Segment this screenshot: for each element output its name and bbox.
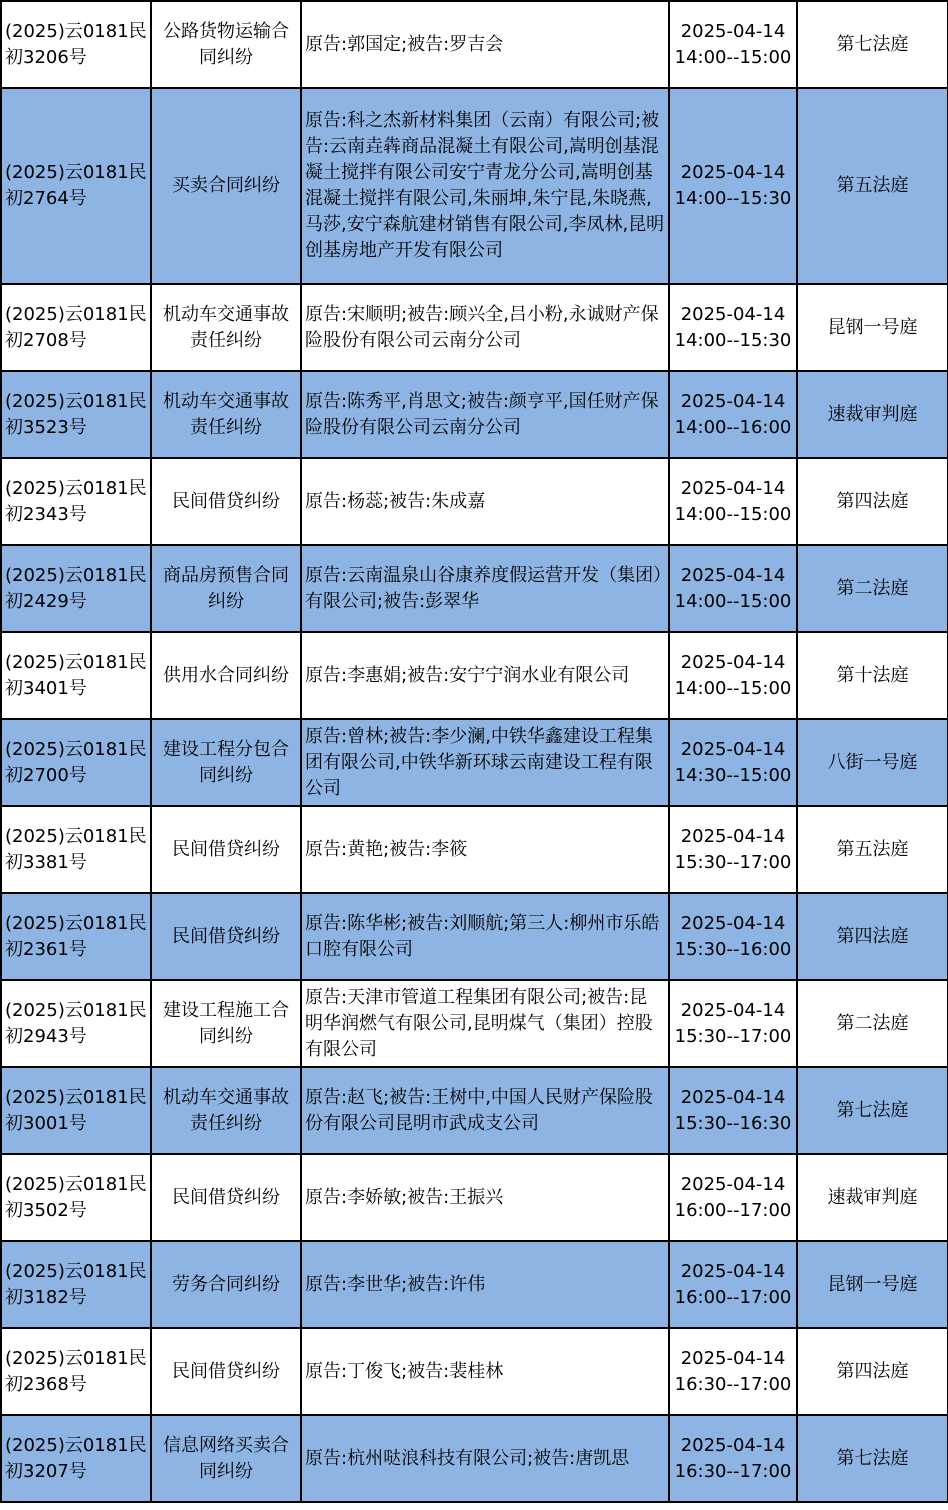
datetime-cell — [669, 458, 797, 545]
hearing-date: 2025-04-14 — [680, 738, 786, 760]
table-row — [1, 980, 948, 1067]
courtroom-cell: 速裁审判庭 — [797, 1154, 948, 1241]
hearing-time: 15:30--17:00 — [674, 1025, 792, 1047]
cause-cell: 劳务合同纠纷 — [151, 1241, 301, 1328]
datetime-cell — [669, 1328, 797, 1415]
datetime-cell — [669, 1154, 797, 1241]
datetime-cell — [669, 1, 797, 88]
parties-cell: 原告:杨蕊;被告:朱成嘉 — [301, 458, 669, 545]
parties-cell: 原告:郭国定;被告:罗吉会 — [301, 1, 669, 88]
case-number-cell: (2025)云0181民初2700号 — [1, 719, 151, 806]
case-number-cell: (2025)云0181民初2361号 — [1, 893, 151, 980]
case-number-cell: (2025)云0181民初2343号 — [1, 458, 151, 545]
hearing-date: 2025-04-14 — [680, 1434, 786, 1456]
cause-cell: 建设工程施工合同纠纷 — [151, 980, 301, 1067]
case-number-cell: (2025)云0181民初3001号 — [1, 1067, 151, 1154]
table-row — [1, 893, 948, 980]
case-number-cell: (2025)云0181民初2429号 — [1, 545, 151, 632]
table-row — [1, 1328, 948, 1415]
case-number-cell: (2025)云0181民初3502号 — [1, 1154, 151, 1241]
table-row — [1, 371, 948, 458]
hearing-date: 2025-04-14 — [680, 1086, 786, 1108]
datetime-cell — [669, 1241, 797, 1328]
case-number-cell: (2025)云0181民初3401号 — [1, 632, 151, 719]
hearing-date: 2025-04-14 — [680, 20, 786, 42]
datetime-cell — [669, 632, 797, 719]
hearing-time: 16:00--17:00 — [674, 1199, 792, 1221]
cause-cell: 信息网络买卖合同纠纷 — [151, 1415, 301, 1502]
case-number-cell: (2025)云0181民初2368号 — [1, 1328, 151, 1415]
table-row — [1, 88, 948, 284]
datetime-cell — [669, 719, 797, 806]
parties-cell: 原告:宋顺明;被告:顾兴全,吕小粉,永诚财产保险股份有限公司云南分公司 — [301, 284, 669, 371]
courtroom-cell: 第二法庭 — [797, 980, 948, 1067]
case-number-cell: (2025)云0181民初2943号 — [1, 980, 151, 1067]
hearing-time: 14:00--16:00 — [674, 416, 792, 438]
datetime-cell — [669, 893, 797, 980]
hearing-date: 2025-04-14 — [680, 1173, 786, 1195]
table-row — [1, 458, 948, 545]
case-number-cell: (2025)云0181民初3182号 — [1, 1241, 151, 1328]
courtroom-cell: 第四法庭 — [797, 1328, 948, 1415]
table-row — [1, 806, 948, 893]
cause-cell: 供用水合同纠纷 — [151, 632, 301, 719]
parties-cell: 原告:天津市管道工程集团有限公司;被告:昆明华润燃气有限公司,昆明煤气（集团）控股有限公司 — [301, 980, 669, 1067]
case-number-cell: (2025)云0181民初3523号 — [1, 371, 151, 458]
table-row — [1, 1241, 948, 1328]
hearing-date: 2025-04-14 — [680, 1347, 786, 1369]
parties-cell: 原告:云南温泉山谷康养度假运营开发（集团）有限公司;被告:彭翠华 — [301, 545, 669, 632]
hearing-time: 15:30--16:00 — [674, 938, 792, 960]
hearing-date: 2025-04-14 — [680, 390, 786, 412]
parties-cell: 原告:陈华彬;被告:刘顺航;第三人:柳州市乐皓口腔有限公司 — [301, 893, 669, 980]
datetime-cell — [669, 545, 797, 632]
datetime-cell — [669, 371, 797, 458]
hearing-time: 14:00--15:00 — [674, 46, 792, 68]
datetime-cell — [669, 88, 797, 284]
hearing-date: 2025-04-14 — [680, 303, 786, 325]
parties-cell: 原告:丁俊飞;被告:裴桂林 — [301, 1328, 669, 1415]
cause-cell: 建设工程分包合同纠纷 — [151, 719, 301, 806]
table-row — [1, 545, 948, 632]
hearing-time: 14:00--15:30 — [674, 329, 792, 351]
courtroom-cell: 八街一号庭 — [797, 719, 948, 806]
datetime-cell — [669, 980, 797, 1067]
parties-cell: 原告:赵飞;被告:王树中,中国人民财产保险股份有限公司昆明市武成支公司 — [301, 1067, 669, 1154]
courtroom-cell: 第七法庭 — [797, 1, 948, 88]
parties-cell: 原告:李惠娟;被告:安宁宁润水业有限公司 — [301, 632, 669, 719]
table-row — [1, 284, 948, 371]
table-row — [1, 719, 948, 806]
hearing-date: 2025-04-14 — [680, 825, 786, 847]
courtroom-cell: 第四法庭 — [797, 893, 948, 980]
table-row — [1, 1415, 948, 1502]
hearing-date: 2025-04-14 — [680, 564, 786, 586]
datetime-cell — [669, 806, 797, 893]
hearing-time: 14:00--15:30 — [674, 188, 792, 209]
datetime-cell — [669, 1067, 797, 1154]
case-number-cell: (2025)云0181民初3207号 — [1, 1415, 151, 1502]
cause-cell: 民间借贷纠纷 — [151, 458, 301, 545]
courtroom-cell: 第四法庭 — [797, 458, 948, 545]
hearing-time: 15:30--17:00 — [674, 851, 792, 873]
table-row — [1, 1, 948, 88]
hearing-time: 16:00--17:00 — [674, 1286, 792, 1308]
courtroom-cell: 第十法庭 — [797, 632, 948, 719]
cause-cell: 民间借贷纠纷 — [151, 1328, 301, 1415]
cause-cell: 机动车交通事故责任纠纷 — [151, 371, 301, 458]
hearing-time: 14:00--15:00 — [674, 590, 792, 612]
parties-cell: 原告:科之杰新材料集团（云南）有限公司;被告:云南垚犇商品混凝土有限公司,嵩明创基混凝土搅拌有限公司安宁青龙分公司,嵩明创基混凝土搅拌有限公司,朱丽坤,朱宁昆,朱晓燕,马莎,安宁森航建材销售有限公司,李凤林,昆明创基房地产开发有限公司 — [301, 88, 669, 284]
cause-cell: 民间借贷纠纷 — [151, 893, 301, 980]
courtroom-cell: 昆钢一号庭 — [797, 284, 948, 371]
courtroom-cell: 第五法庭 — [797, 806, 948, 893]
courtroom-cell: 第五法庭 — [797, 88, 948, 284]
table-row — [1, 1154, 948, 1241]
parties-cell: 原告:李世华;被告:许伟 — [301, 1241, 669, 1328]
hearing-time: 14:00--15:00 — [674, 503, 792, 525]
hearing-date: 2025-04-14 — [680, 999, 786, 1021]
case-number-cell: (2025)云0181民初2708号 — [1, 284, 151, 371]
cause-cell: 民间借贷纠纷 — [151, 1154, 301, 1241]
cause-cell: 民间借贷纠纷 — [151, 806, 301, 893]
hearing-date: 2025-04-14 — [680, 912, 786, 934]
parties-cell: 原告:陈秀平,肖思文;被告:颜亨平,国任财产保险股份有限公司云南分公司 — [301, 371, 669, 458]
cause-cell: 公路货物运输合同纠纷 — [151, 1, 301, 88]
hearing-time: 14:30--15:00 — [674, 764, 792, 786]
table-row — [1, 1067, 948, 1154]
hearing-time: 16:30--17:00 — [674, 1460, 792, 1482]
parties-cell: 原告:李娇敏;被告:王振兴 — [301, 1154, 669, 1241]
case-number-cell: (2025)云0181民初3206号 — [1, 1, 151, 88]
case-number-cell: (2025)云0181民初2764号 — [1, 88, 151, 284]
courtroom-cell: 速裁审判庭 — [797, 371, 948, 458]
parties-cell: 原告:曾林;被告:李少澜,中铁华鑫建设工程集团有限公司,中铁华新环球云南建设工程有限公司 — [301, 719, 669, 806]
hearing-date: 2025-04-14 — [680, 651, 786, 673]
parties-cell: 原告:黄艳;被告:李筱 — [301, 806, 669, 893]
hearing-time: 14:00--15:00 — [674, 677, 792, 699]
hearing-date: 2025-04-14 — [680, 162, 786, 183]
cause-cell: 机动车交通事故责任纠纷 — [151, 284, 301, 371]
hearing-time: 16:30--17:00 — [674, 1373, 792, 1395]
courtroom-cell: 第七法庭 — [797, 1415, 948, 1502]
cause-cell: 机动车交通事故责任纠纷 — [151, 1067, 301, 1154]
courtroom-cell: 第七法庭 — [797, 1067, 948, 1154]
datetime-cell — [669, 284, 797, 371]
parties-cell: 原告:杭州哒浪科技有限公司;被告:唐凯思 — [301, 1415, 669, 1502]
table-row — [1, 632, 948, 719]
cause-cell: 买卖合同纠纷 — [151, 88, 301, 284]
datetime-cell — [669, 1415, 797, 1502]
hearing-date: 2025-04-14 — [680, 477, 786, 499]
cause-cell: 商品房预售合同纠纷 — [151, 545, 301, 632]
courtroom-cell: 第二法庭 — [797, 545, 948, 632]
hearing-date: 2025-04-14 — [680, 1260, 786, 1282]
case-number-cell: (2025)云0181民初3381号 — [1, 806, 151, 893]
hearing-time: 15:30--16:30 — [674, 1112, 792, 1134]
courtroom-cell: 昆钢一号庭 — [797, 1241, 948, 1328]
